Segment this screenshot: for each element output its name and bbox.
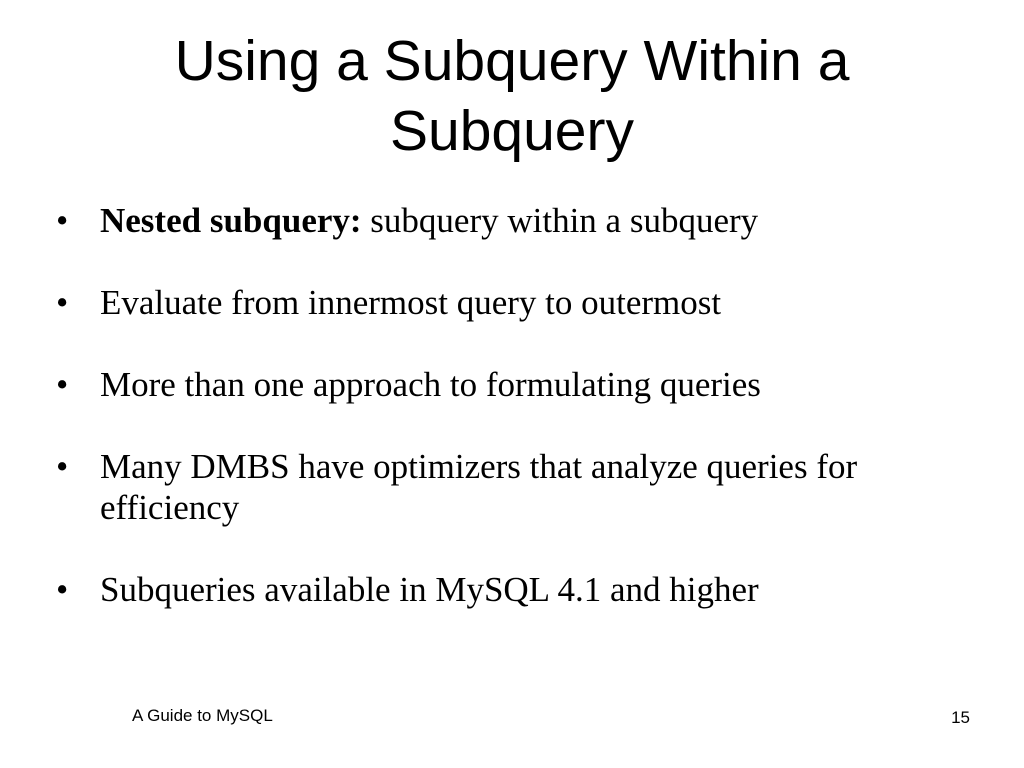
bullet-item [56, 364, 976, 405]
slide-title: Using a Subquery Within a Subquery [174, 29, 850, 163]
bullet-text: subquery within a subquery [361, 201, 759, 240]
bullet-dot-icon: • [56, 201, 69, 240]
bullet-text: Subqueries available in MySQL 4.1 and higher [100, 570, 759, 609]
bullet-item [56, 569, 976, 610]
footer-text: A Guide to MySQL [132, 706, 273, 725]
bullet-dot-icon: • [56, 447, 69, 486]
bullet-item [56, 200, 976, 241]
bullet-list [56, 200, 976, 651]
page-number: 15 [951, 708, 970, 727]
bullet-item [56, 446, 976, 528]
bullet-text: Many DMBS have optimizers that analyze queries for efficiency [100, 447, 858, 527]
bullet-dot-icon: • [56, 365, 69, 404]
bullet-text: Evaluate from innermost query to outermost [100, 283, 722, 322]
bullet-term: Nested subquery: [100, 201, 362, 240]
bullet-dot-icon: • [56, 283, 69, 322]
bullet-dot-icon: • [56, 570, 69, 609]
bullet-item [56, 282, 976, 323]
bullet-text: More than one approach to formulating queries [100, 365, 761, 404]
